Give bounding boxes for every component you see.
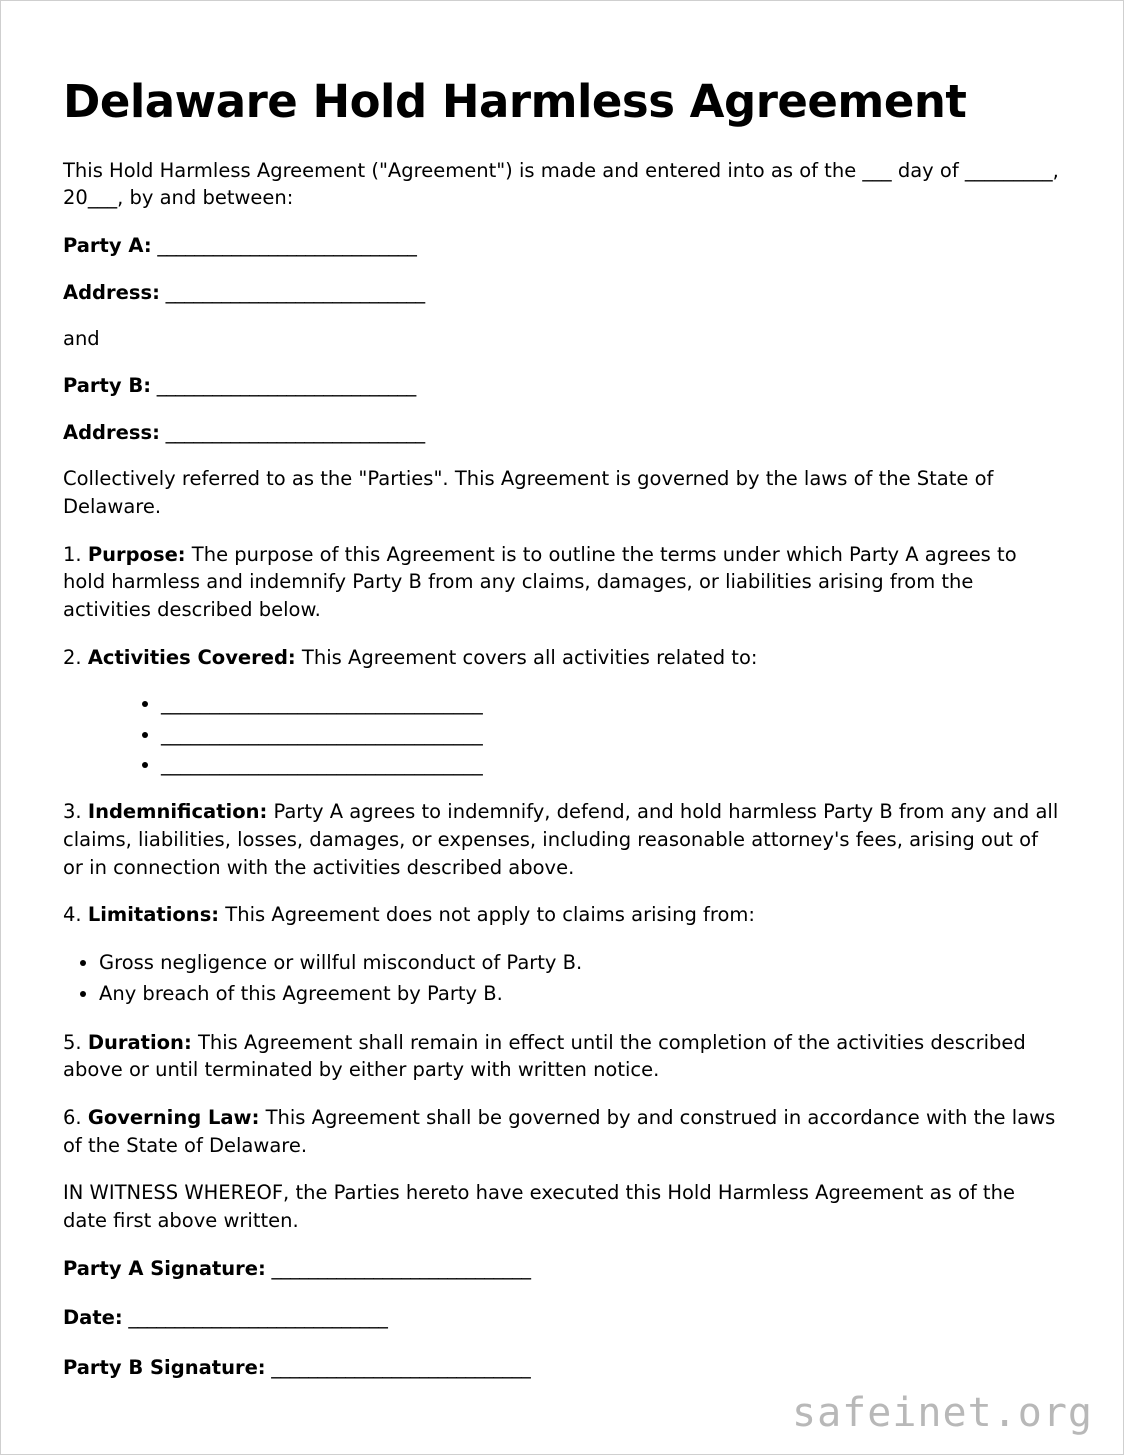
clause-limitations [63,901,1061,929]
clause-duration [63,1029,1061,1084]
party-a-signature-label: Party A Signature: [63,1256,266,1280]
activities-blank-list [63,691,1061,778]
clause-purpose-heading: Purpose: [87,542,186,566]
list-item: • _________________________________ [161,691,1061,717]
clause-governing-text: This Agreement shall be governed by and construed in accordance with the laws of the State of Delaware. [63,1106,1056,1157]
clause-limitations-heading: Limitations: [87,903,220,927]
party-a-field [63,232,1061,260]
party-a-blank: ____________________________ [151,233,417,257]
clause-indemnification [63,798,1061,881]
address-b-field [63,419,1061,447]
list-item: • _________________________________ [161,752,1061,778]
party-b-signature-blank: ____________________________ [265,1356,531,1380]
address-a-blank: ____________________________ [159,280,425,304]
and-connector: and [63,327,100,351]
clause-indemnification-number: 3. [63,800,88,824]
clause-indemnification-text: Party A agrees to indemnify, defend, and hold harmless Party B from any and all claims, liabilities, losses, damages, or expenses, including reasonable attorney's fees, arising out of or in connection with the activities described above. [63,800,1059,879]
witness-paragraph: IN WITNESS WHEREOF, the Parties hereto have executed this Hold Harmless Agreement as of the date first above written. [63,1181,1015,1233]
party-a-label: Party A: [63,233,152,257]
address-a-label: Address: [63,280,160,304]
clause-limitations-text: This Agreement does not apply to claims arising from: [219,903,755,927]
list-item: • _________________________________ [161,722,1061,748]
clause-governing-law [63,1104,1061,1159]
clause-indemnification-heading: Indemnification: [87,800,268,824]
clause-duration-heading: Duration: [87,1030,192,1054]
address-b-label: Address: [63,420,160,444]
clause-activities [63,644,1061,672]
party-a-signature-field [63,1255,1061,1283]
party-b-signature-label: Party B Signature: [63,1356,266,1380]
clause-governing-number: 6. [63,1106,88,1130]
intro-paragraph: This Hold Harmless Agreement ("Agreement") is made and entered into as of the ___ day of _________, 20___, by and between: [63,158,1059,210]
party-b-label: Party B: [63,373,152,397]
clause-duration-number: 5. [63,1030,88,1054]
clause-governing-heading: Governing Law: [87,1106,260,1130]
page-title: Delaware Hold Harmless Agreement [63,75,967,128]
date-label: Date: [63,1306,123,1330]
watermark: safeinet.org [792,1390,1093,1436]
collectively-paragraph: Collectively referred to as the "Parties". This Agreement is governed by the laws of the State of Delaware. [63,467,994,518]
signature-block [63,1255,1061,1382]
clause-purpose-text: The purpose of this Agreement is to outline the terms under which Party A agrees to hold harmless and indemnify Party B from any claims, damages, or liabilities arising from the activities described below. [63,542,1017,622]
clause-activities-heading: Activities Covered: [87,645,296,669]
address-b-blank: ____________________________ [159,420,425,444]
party-b-signature-field [63,1354,1061,1382]
clause-limitations-number: 4. [63,903,88,927]
party-a-signature-blank: ____________________________ [265,1256,531,1280]
clause-duration-text: This Agreement shall remain in effect until the completion of the activities described above or until terminated by either party with written notice. [63,1030,1026,1082]
clause-activities-number: 2. [63,645,88,669]
limitations-list [63,949,1061,1009]
date-blank: ____________________________ [122,1306,388,1330]
list-item: • Gross negligence or willful misconduct of Party B. [99,949,1061,977]
address-a-field [63,279,1061,307]
date-field [63,1304,1061,1332]
clause-purpose-number: 1. [63,542,88,566]
clause-purpose [63,541,1061,624]
clause-activities-text: This Agreement covers all activities related to: [295,645,758,669]
list-item: • Any breach of this Agreement by Party B. [99,980,1061,1008]
party-b-field [63,372,1061,400]
party-b-blank: ____________________________ [151,373,416,397]
